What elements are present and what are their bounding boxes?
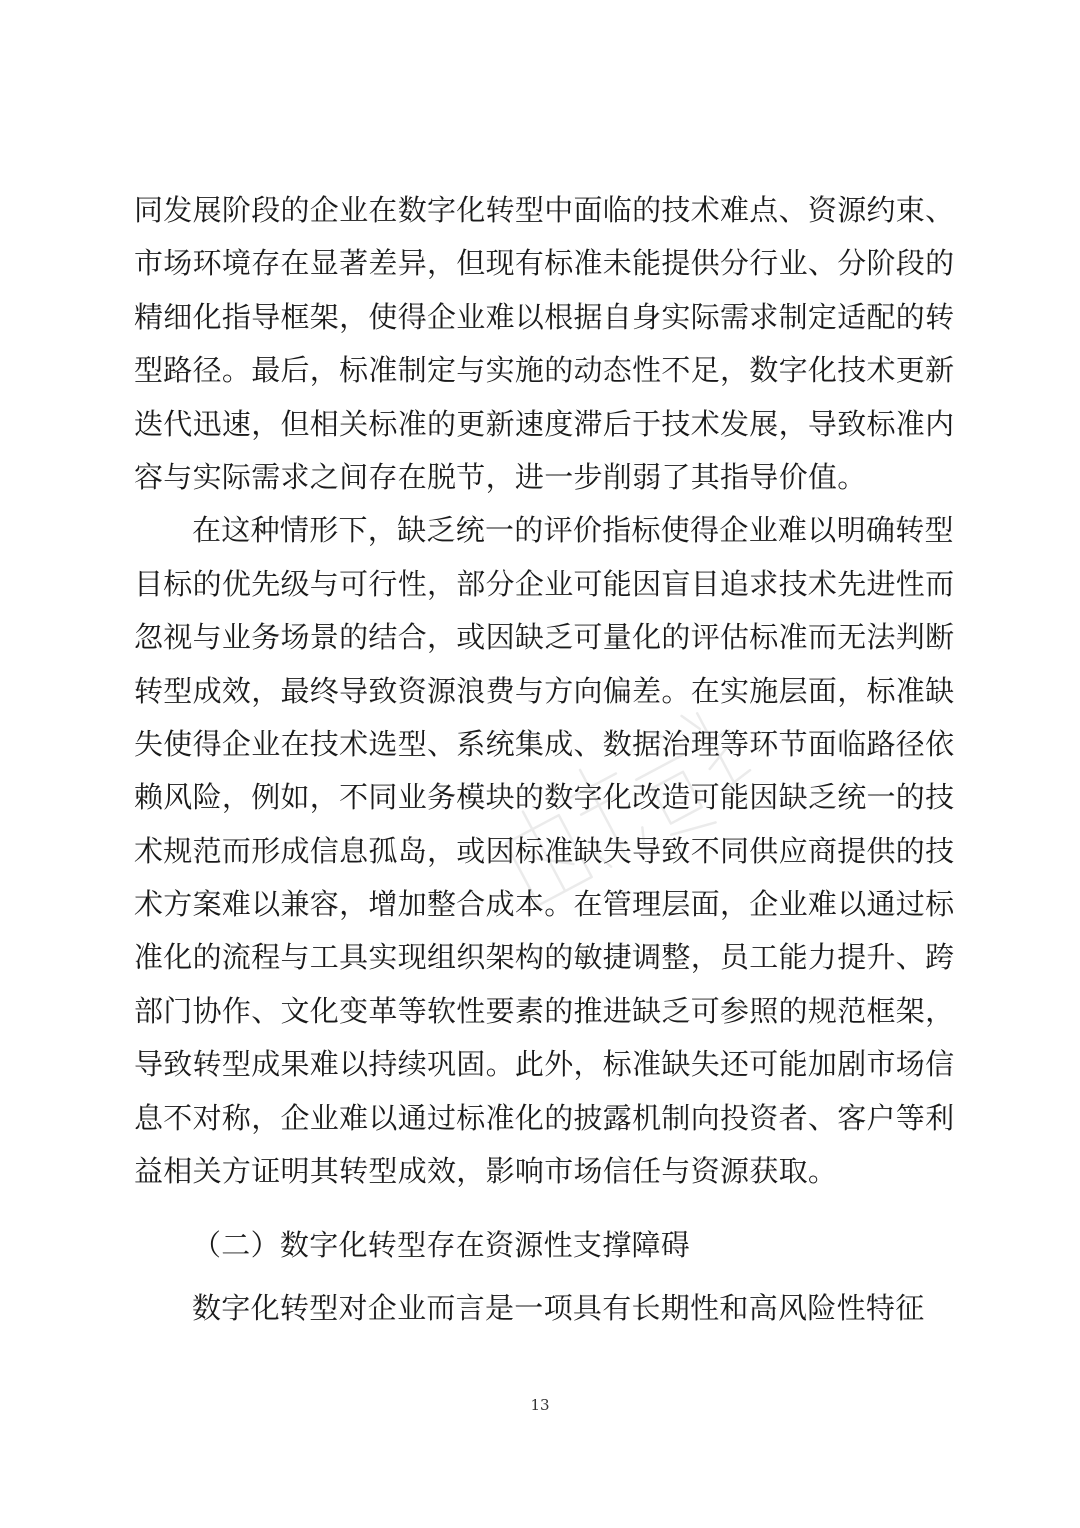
paragraph-first-line: 数字化转型对企业而言是一项具有长期性和高风险性特征: [192, 1291, 925, 1325]
text-line: 迭代迅速，但相关标准的更新速度滞后于技术发展，导致标准内: [134, 406, 955, 441]
text-line: 型路径。最后，标准制定与实施的动态性不足，数字化技术更新: [134, 353, 955, 388]
text-line: 导致转型成果难以持续巩固。此外，标准缺失还可能加剧市场信: [134, 1047, 955, 1082]
text-line: 术规范而形成信息孤岛，或因标准缺失导致不同供应商提供的技: [134, 833, 955, 868]
text-line: 益相关方证明其转型成效，影响市场信任与资源获取。: [134, 1154, 838, 1189]
text-line: 部门协作、文化变革等软性要素的推进缺乏可参照的规范框架，: [134, 993, 955, 1028]
page-number: 13: [530, 1396, 550, 1414]
text-line: 精细化指导框架，使得企业难以根据自身实际需求制定适配的转: [134, 299, 955, 334]
paragraph-continued: [134, 184, 955, 504]
text-line: 失使得企业在技术选型、系统集成、数据治理等环节面临路径依: [134, 726, 955, 761]
text-line: 忽视与业务场景的结合，或因缺乏可量化的评估标准而无法判断: [134, 620, 955, 655]
paragraph: [134, 504, 955, 1198]
text-line: 术方案难以兼容，增加整合成本。在管理层面，企业难以通过标: [134, 887, 955, 922]
text-line: 在这种情形下，缺乏统一的评价指标使得企业难以明确转型: [192, 513, 954, 548]
text-line: 息不对称，企业难以通过标准化的披露机制向投资者、客户等利: [134, 1100, 955, 1135]
text-line: 市场环境存在显著差异，但现有标准未能提供分行业、分阶段的: [134, 246, 955, 281]
text-line: 容与实际需求之间存在脱节，进一步削弱了其指导价值。: [134, 459, 867, 494]
text-line: 转型成效，最终导致资源浪费与方向偏差。在实施层面，标准缺: [134, 673, 955, 708]
section-heading: （二）数字化转型存在资源性支撑障碍: [192, 1228, 691, 1262]
text-line: 同发展阶段的企业在数字化转型中面临的技术难点、资源约束、: [134, 193, 955, 227]
text-line: 准化的流程与工具实现组织架构的敏捷调整，员工能力提升、跨: [134, 940, 955, 975]
text-line: 赖风险，例如，不同业务模块的数字化改造可能因缺乏统一的技: [134, 780, 955, 815]
text-line: 目标的优先级与可行性，部分企业可能因盲目追求技术先进性而: [134, 566, 955, 601]
body-text: [134, 184, 955, 1198]
